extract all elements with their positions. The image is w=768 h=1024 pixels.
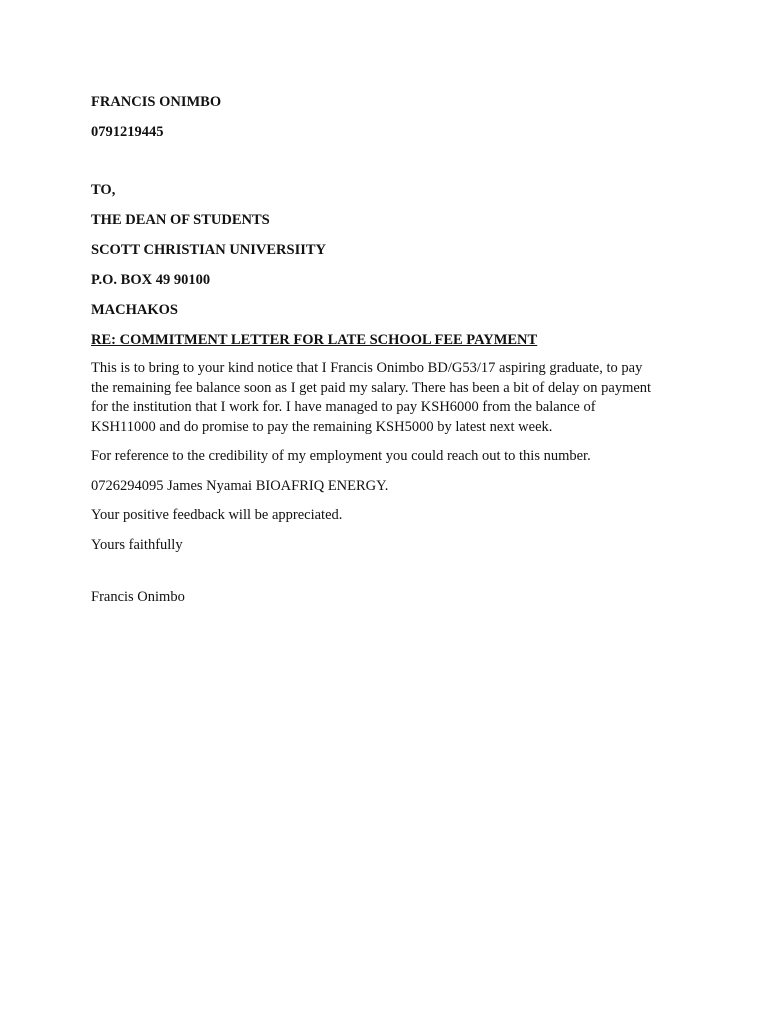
body-paragraph-1 [91,359,691,437]
sender-phone: 0791219445 [91,124,164,140]
recipient-institution: SCOTT CHRISTIAN UNIVERSIITY [91,242,327,258]
sender-name: FRANCIS ONIMBO [91,94,222,110]
recipient-po-box: P.O. BOX 49 90100 [91,272,211,288]
body-paragraph-2: For reference to the credibility of my employment you could reach out to this number. [91,448,591,464]
recipient-title: THE DEAN OF STUDENTS [91,212,270,228]
recipient-to: TO, [91,182,116,198]
body-paragraph-1-line: the remaining fee balance soon as I get paid my salary. There has been a bit of delay on payment [91,379,652,396]
body-paragraph-1-line: This is to bring to your kind notice that I Francis Onimbo BD/G53/17 aspiring graduate, to pay [91,360,643,376]
body-paragraph-1-line: for the institution that I work for. I have managed to pay KSH6000 from the balance of [91,399,596,415]
recipient-town: MACHAKOS [91,302,178,318]
closing-salutation: Yours faithfully [91,536,183,553]
letter-content [91,92,691,608]
letter-subject: RE: COMMITMENT LETTER FOR LATE SCHOOL FEE PAYMENT [91,332,538,348]
body-paragraph-1-line: KSH11000 and do promise to pay the remaining KSH5000 by latest next week. [91,418,553,435]
body-paragraph-3: 0726294095 James Nyamai BIOAFRIQ ENERGY. [91,477,389,494]
signature-name: Francis Onimbo [91,589,185,605]
body-paragraph-4: Your positive feedback will be appreciated. [91,507,343,523]
